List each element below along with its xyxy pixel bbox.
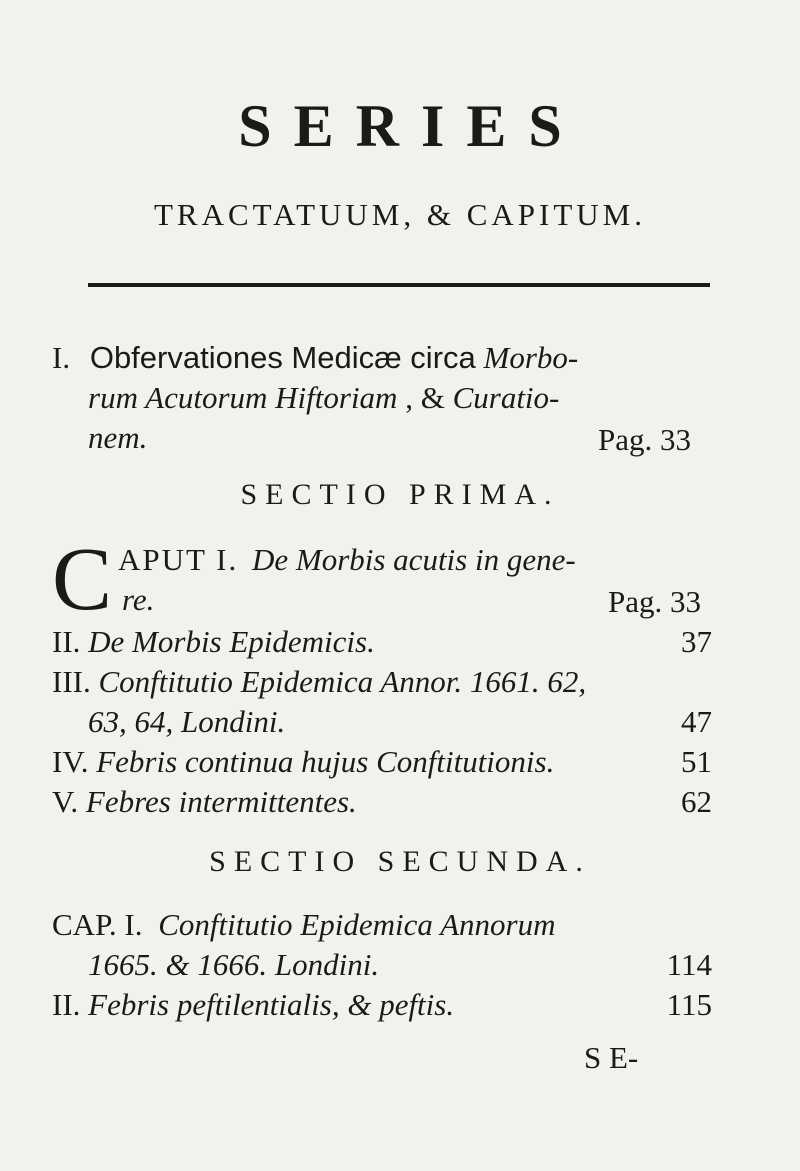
- intro-line2-amp: , &: [405, 380, 445, 415]
- intro-text-italic: Morbo-: [483, 340, 579, 375]
- item-text: Febris peftilentialis, & peftis.: [88, 987, 455, 1022]
- item-page-number: 47: [681, 704, 712, 739]
- list-item-continuation: 1665. & 1666. Londini.: [88, 947, 380, 982]
- page-subtitle: TRACTATUUM, & CAPITUM.: [154, 197, 646, 232]
- item-numeral: V.: [52, 784, 79, 819]
- list-item: [52, 742, 554, 782]
- item-numeral: II.: [52, 624, 81, 659]
- item-page-number: 62: [681, 784, 712, 819]
- intro-line2-italic: rum Acutorum Hiftoriam: [88, 380, 398, 415]
- caput-drop-capital: C: [52, 530, 113, 629]
- item-text: Conftitutio Epidemica Annorum: [158, 907, 556, 942]
- page-title: SERIES: [238, 93, 584, 159]
- item-numeral: IV.: [52, 744, 89, 779]
- item-page-number: 115: [666, 987, 712, 1022]
- catchword: S E-: [584, 1040, 639, 1075]
- list-item-continuation: 63, 64, Londini.: [88, 704, 286, 739]
- item-numeral: III.: [52, 664, 91, 699]
- intro-line2-italic2: Curatio-: [452, 380, 560, 415]
- item-numeral: CAP. I.: [52, 907, 143, 942]
- item-page-number: 37: [681, 624, 712, 659]
- item-text: Conftitutio Epidemica Annor. 1661. 62,: [98, 664, 587, 699]
- section-two-heading: SECTIO SECUNDA.: [209, 845, 591, 878]
- item-text: De Morbis Epidemicis.: [88, 624, 375, 659]
- intro-page-number: Pag. 33: [598, 422, 691, 457]
- intro-text-roman: Obfervationes Medicæ circa: [89, 340, 476, 375]
- list-item: [52, 622, 375, 662]
- item-numeral: II.: [52, 987, 81, 1022]
- caput-label: APUT I.: [118, 542, 239, 577]
- title-rule: [88, 283, 710, 287]
- section-one-heading: SECTIO PRIMA.: [240, 478, 560, 511]
- intro-numeral: I.: [52, 340, 71, 375]
- list-item: [52, 905, 555, 945]
- list-item: [52, 985, 454, 1025]
- item-text: Febris continua hujus Conftitutionis.: [96, 744, 555, 779]
- caput-page-number: Pag. 33: [608, 584, 701, 619]
- item-page-number: 51: [681, 744, 712, 779]
- intro-line-2: [88, 378, 559, 418]
- intro-line-3: nem.: [88, 420, 148, 455]
- item-page-number: 114: [666, 947, 712, 982]
- item-text: Febres intermittentes.: [85, 784, 357, 819]
- list-item: [52, 662, 586, 702]
- caput-title: De Morbis acutis in gene-: [251, 542, 576, 577]
- list-item: [52, 782, 357, 822]
- caput-line-2: re.: [122, 582, 155, 617]
- caput-line-1: [118, 540, 576, 580]
- intro-line-1: [52, 338, 578, 378]
